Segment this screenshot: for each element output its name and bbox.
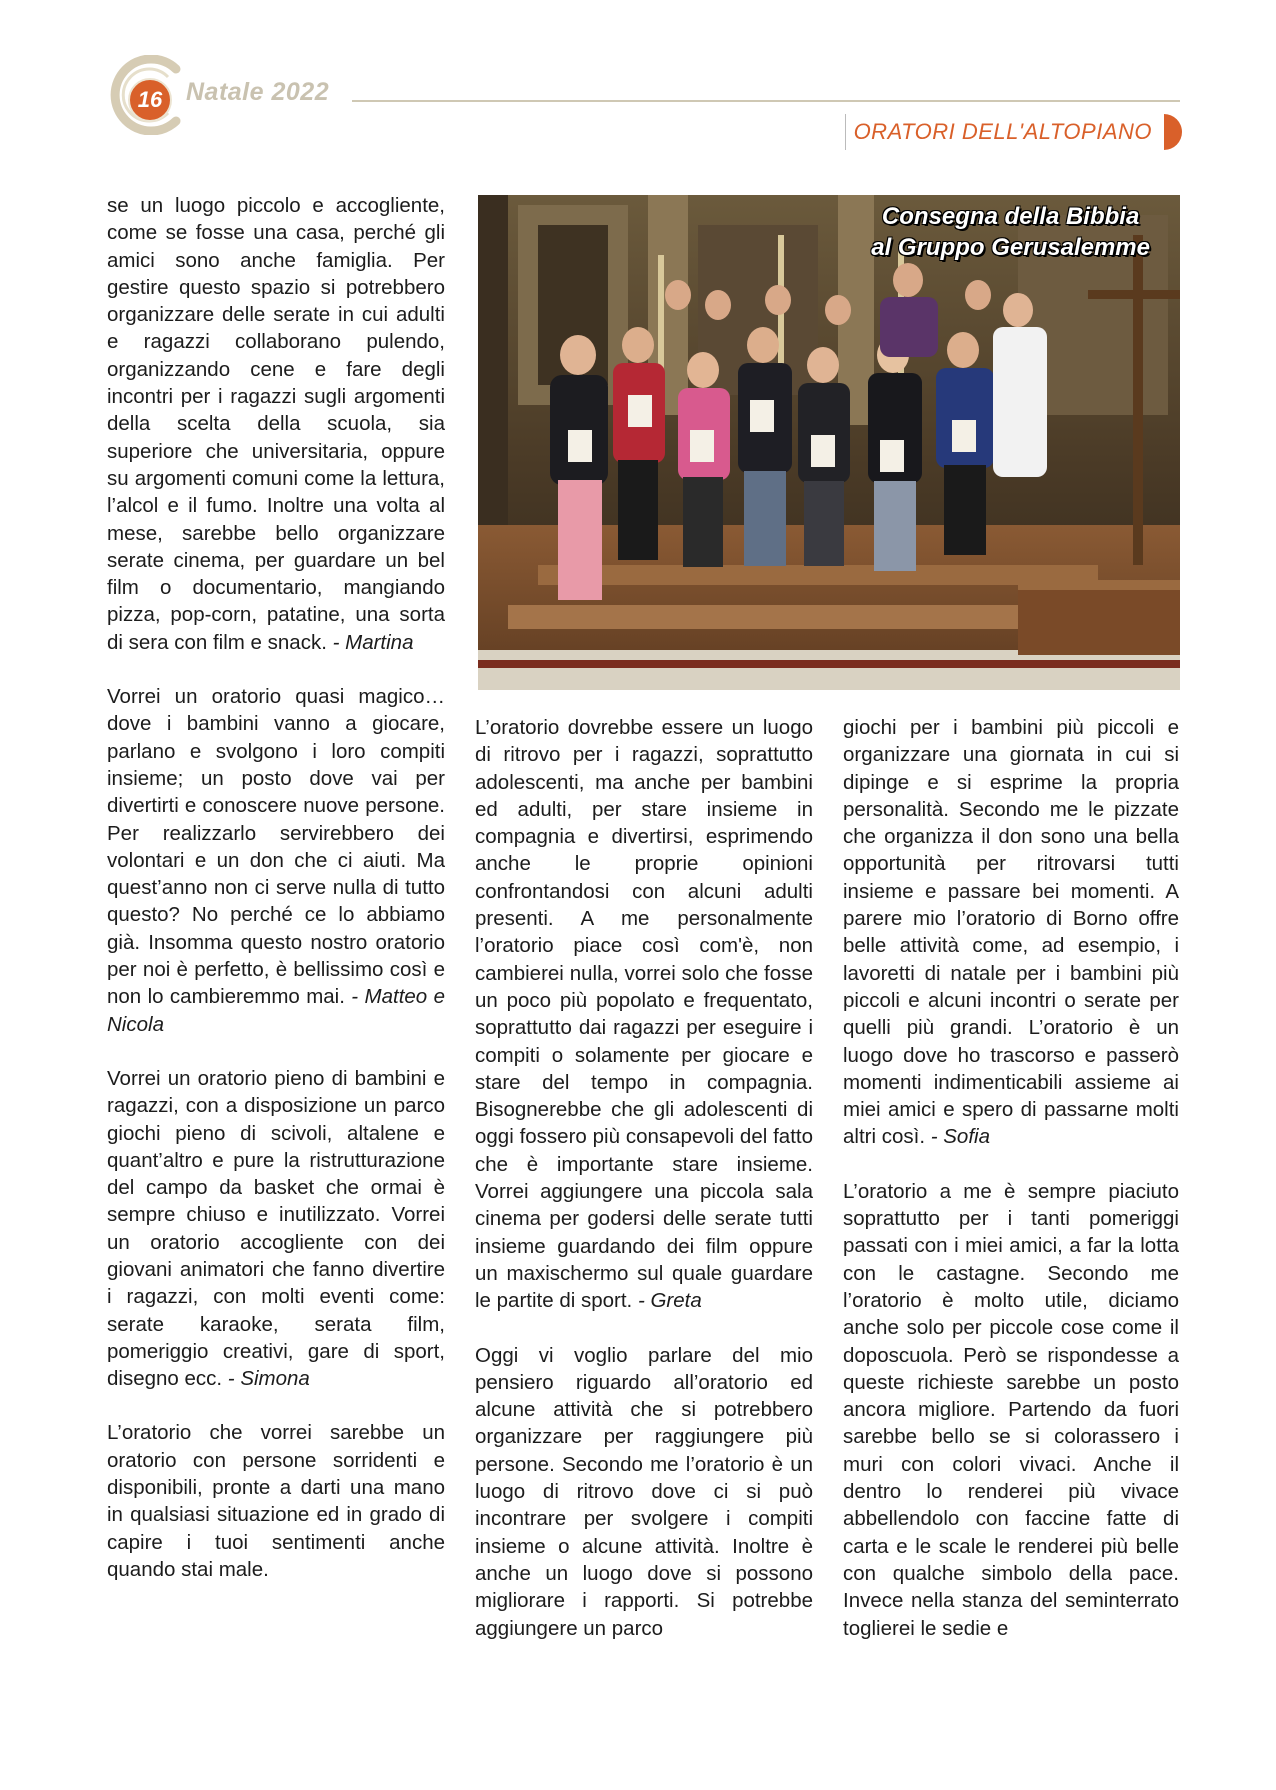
paragraph-text: L’oratorio dovrebbe essere un luogo di ritrovo per i ragazzi, soprattutto adolescenti, ma anche per bambini ed adulti, per stare insieme in compagnia e divertirsi, esprimendo anche le proprie opinioni confrontandosi con alcuni adulti presenti. A me personalmente l’oratorio piace così com'è, non cambierei nulla, vorrei solo che fosse un poco più popolato e frequentato, soprattutto dai ragazzi per eseguire i compiti o solamente per giocare e stare del tempo in compagnia. Bisognerebbe che gli adolescenti di oggi fossero più consapevoli del fatto che è importante stare insieme. Vorrei aggiungere una piccola sala cinema per godersi delle serate tutti insieme guardando dei film oppure un maxischermo sul quale guardare le partite di sport. <box>475 716 813 1313</box>
photo-caption <box>871 201 1150 263</box>
text-column-middle <box>475 714 813 1642</box>
author-signature: - Matteo e Nicola <box>107 985 445 1036</box>
author-signature: - Simona <box>222 1367 310 1391</box>
photo-caption-line: al Gruppo Gerusalemme <box>871 234 1150 261</box>
section-tab-marker <box>1164 114 1182 150</box>
paragraph-text: Vorrei un oratorio quasi magico… dove i bambini vanno a giocare, parlano e svolgono i loro compiti insieme; un posto dove vai per divertirti e conoscere nuove persone. Per realizzarlo servirebbero dei volontari e un don che ci aiuti. Ma quest’anno non ci serve nulla di tutto questo? No perché ce lo abbiamo già. Insomma questo nostro oratorio per noi è perfetto, è bellissimo così e non lo cambieremmo mai. <box>107 685 445 1009</box>
header-divider <box>352 100 1180 102</box>
text-column-right <box>843 714 1179 1642</box>
paragraph-text: se un luogo piccolo e accogliente, come se fosse una casa, perché gli amici sono anche famiglia. Per gestire questo spazio si potrebbero organizzare delle serate in cui adulti e ragazzi collaborano pulendo, organizzando cene e fare degli incontri per i ragazzi sugli argomenti della scelta della scuola, sia superiore che universitaria, oppure su argomenti comuni come la lettura, l’alcol e il fumo. Inoltre una volta al mese, sarebbe bello organizzare serate cinema, per guardare un bel film o documentario, mangiando pizza, pop-corn, patatine, una sorta di sera con film e snack. <box>107 194 445 654</box>
paragraph <box>107 1419 445 1583</box>
author-signature: - Greta <box>632 1289 702 1313</box>
paragraph <box>107 192 445 656</box>
paragraph <box>843 714 1179 1151</box>
group-photo <box>478 195 1180 690</box>
issue-title: Natale 2022 <box>186 78 330 106</box>
text-column-left <box>107 192 445 1583</box>
paragraph-text: giochi per i bambini più piccoli e organizzare una giornata in cui si dipinge e si esprime la propria personalità. Secondo me le pizzate che organizza il don sono una bella opportunità per ritrovarsi tutti insieme e passare bei momenti. A parere mio l’oratorio di Borno offre belle attività come, ad esempio, i lavoretti di natale per i bambini più piccoli e alcuni incontri o serate per quelli più grandi. L’oratorio è un luogo dove ho trascorso e passerò momenti indimenticabili assieme ai miei amici e spero di passarne molti altri così. <box>843 716 1179 1149</box>
paragraph <box>107 1065 445 1393</box>
page-number: 16 <box>128 78 172 122</box>
paragraph-text: Oggi vi voglio parlare del mio pensiero riguardo all’oratorio ed alcune attività che si potrebbero organizzare per raggiungere più persone. Secondo me l’oratorio è un luogo di ritrovo dove ci si può incontrare per svolgere i compiti insieme o alcune attività. Inoltre è anche un luogo dove si possono migliorare i rapporti. Si potrebbe aggiungere un parco <box>475 1343 813 1640</box>
group-photo-image <box>478 195 1180 690</box>
paragraph <box>107 683 445 1038</box>
author-signature: - Martina <box>326 630 414 654</box>
paragraph-text: L’oratorio a me è sempre piaciuto soprattutto per i tanti pomeriggi passati con i miei amici, a far la lotta con le castagne. Secondo me l’oratorio è molto utile, diciamo anche solo per piccole cose come il doposcuola. Però se rispondesse a queste richieste sarebbe un posto ancora migliore. Partendo da fuori sarebbe bello se si colorassero i muri con colori vivaci. Anche il dentro lo renderei più vivace abbellendolo con faccine fatte di carta e le scale le renderei più belle con qualche simbolo della pace. Invece nella stanza del seminterrato toglierei le sedie e <box>843 1179 1179 1640</box>
paragraph <box>475 1342 813 1642</box>
photo-caption-line: Consegna della Bibbia <box>881 203 1140 230</box>
paragraph-text: L’oratorio che vorrei sarebbe un oratorio con persone sorridenti e disponibili, pronte a darti una mano in qualsiasi situazione ed in grado di capire i tuoi sentimenti anche quando stai male. <box>107 1421 445 1581</box>
paragraph-text: Vorrei un oratorio pieno di bambini e ragazzi, con a disposizione un parco giochi pieno di scivoli, altalene e quant’altro e pure la ristrutturazione del campo da basket che ormai è sempre chiuso e inutilizzato. Vorrei un oratorio accogliente con dei giovani animatori che fanno divertire i ragazzi, con molti eventi come: serate karaoke, serata film, pomeriggio creativi, gare di sport, disegno ecc. <box>107 1066 445 1391</box>
paragraph <box>475 714 813 1315</box>
paragraph <box>843 1178 1179 1642</box>
author-signature: - Sofia <box>925 1125 990 1149</box>
section-title: ORATORI DELL'ALTOPIANO <box>845 114 1164 150</box>
